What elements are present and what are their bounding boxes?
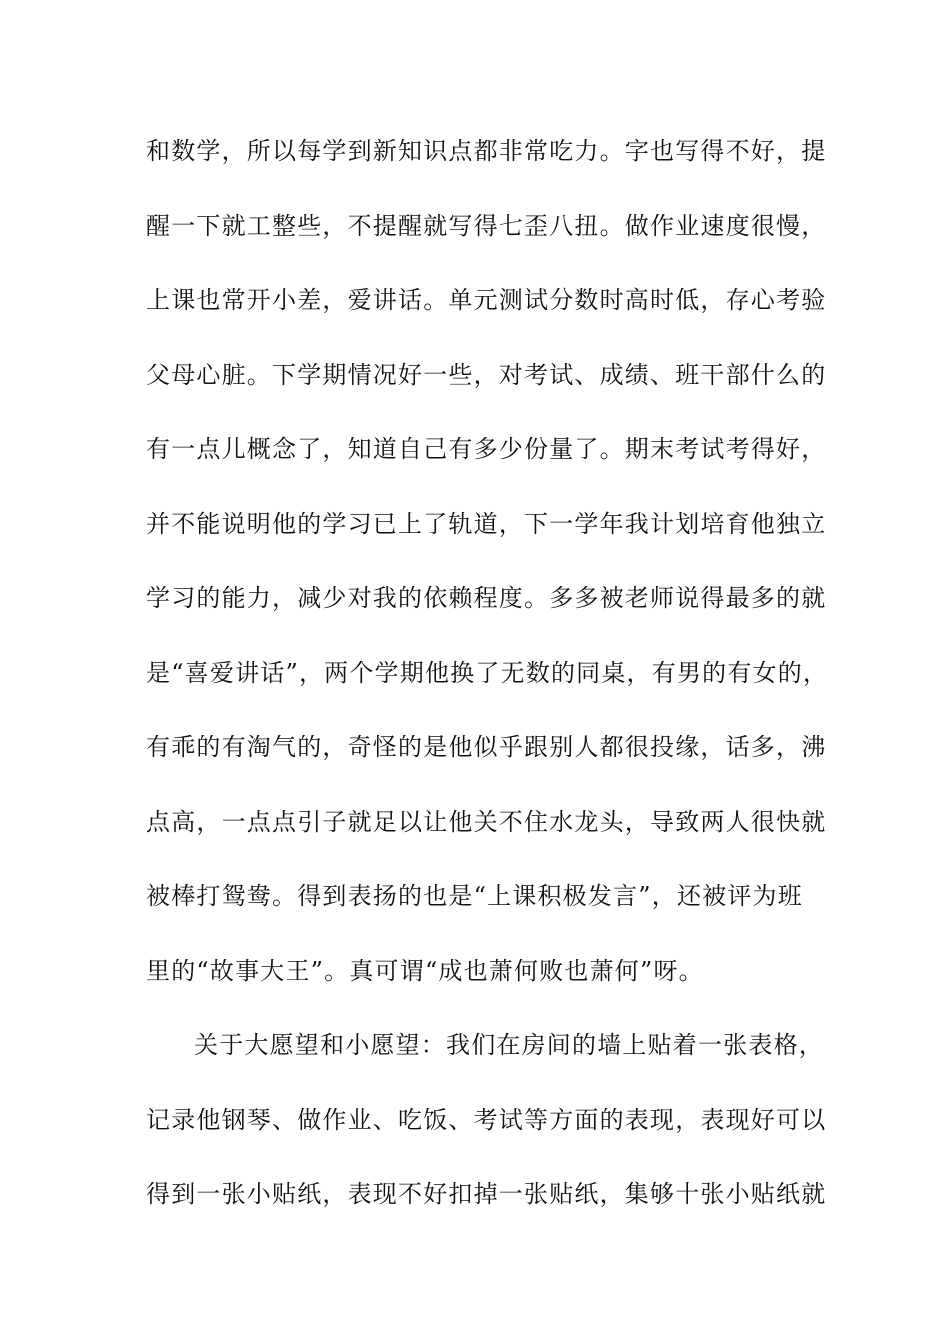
text-line: 上课也常开小差，爱讲话。单元测试分数时高时低，存心考验 bbox=[146, 286, 827, 314]
text-line: 点高，一点点引子就足以让他关不住水龙头，导致两人很快就 bbox=[146, 807, 827, 836]
text-line: 和数学，所以每学到新知识点都非常吃力。字也写得不好，提 bbox=[146, 137, 827, 165]
text-line: 醒一下就工整些，不提醒就写得七歪八扭。做作业速度很慢， bbox=[146, 211, 827, 240]
text-line: 有一点儿概念了，知道自己有多少份量了。期末考试考得好， bbox=[146, 435, 827, 463]
text-line: 是“喜爱讲话”，两个学期他换了无数的同桌，有男的有女的， bbox=[146, 658, 829, 687]
text-line: 里的“故事大王”。真可谓“成也萧何败也萧何”呀。 bbox=[146, 956, 704, 985]
text-line: 有乖的有淘气的，奇怪的是他似乎跟别人都很投缘，话多，沸 bbox=[146, 733, 827, 761]
document-body bbox=[146, 126, 829, 1244]
text-line: 并不能说明他的学习已上了轨道，下一学年我计划培育他独立 bbox=[146, 509, 827, 538]
text-line: 得到一张小贴纸，表现不好扣掉一张贴纸，集够十张小贴纸就 bbox=[146, 1180, 827, 1208]
text-line: 父母心脏。下学期情况好一些，对考试、成绩、班干部什么的 bbox=[146, 360, 827, 389]
text-line: 学习的能力，减少对我的依赖程度。多多被老师说得最多的就 bbox=[146, 584, 827, 612]
text-line: 被棒打鸳鸯。得到表扬的也是“上课积极发言”，还被评为班 bbox=[146, 882, 803, 910]
paragraph-start-line: 关于大愿望和小愿望：我们在房间的墙上贴着一张表格， bbox=[194, 1031, 824, 1059]
text-line: 记录他钢琴、做作业、吃饭、考试等方面的表现，表现好可以 bbox=[146, 1105, 827, 1134]
